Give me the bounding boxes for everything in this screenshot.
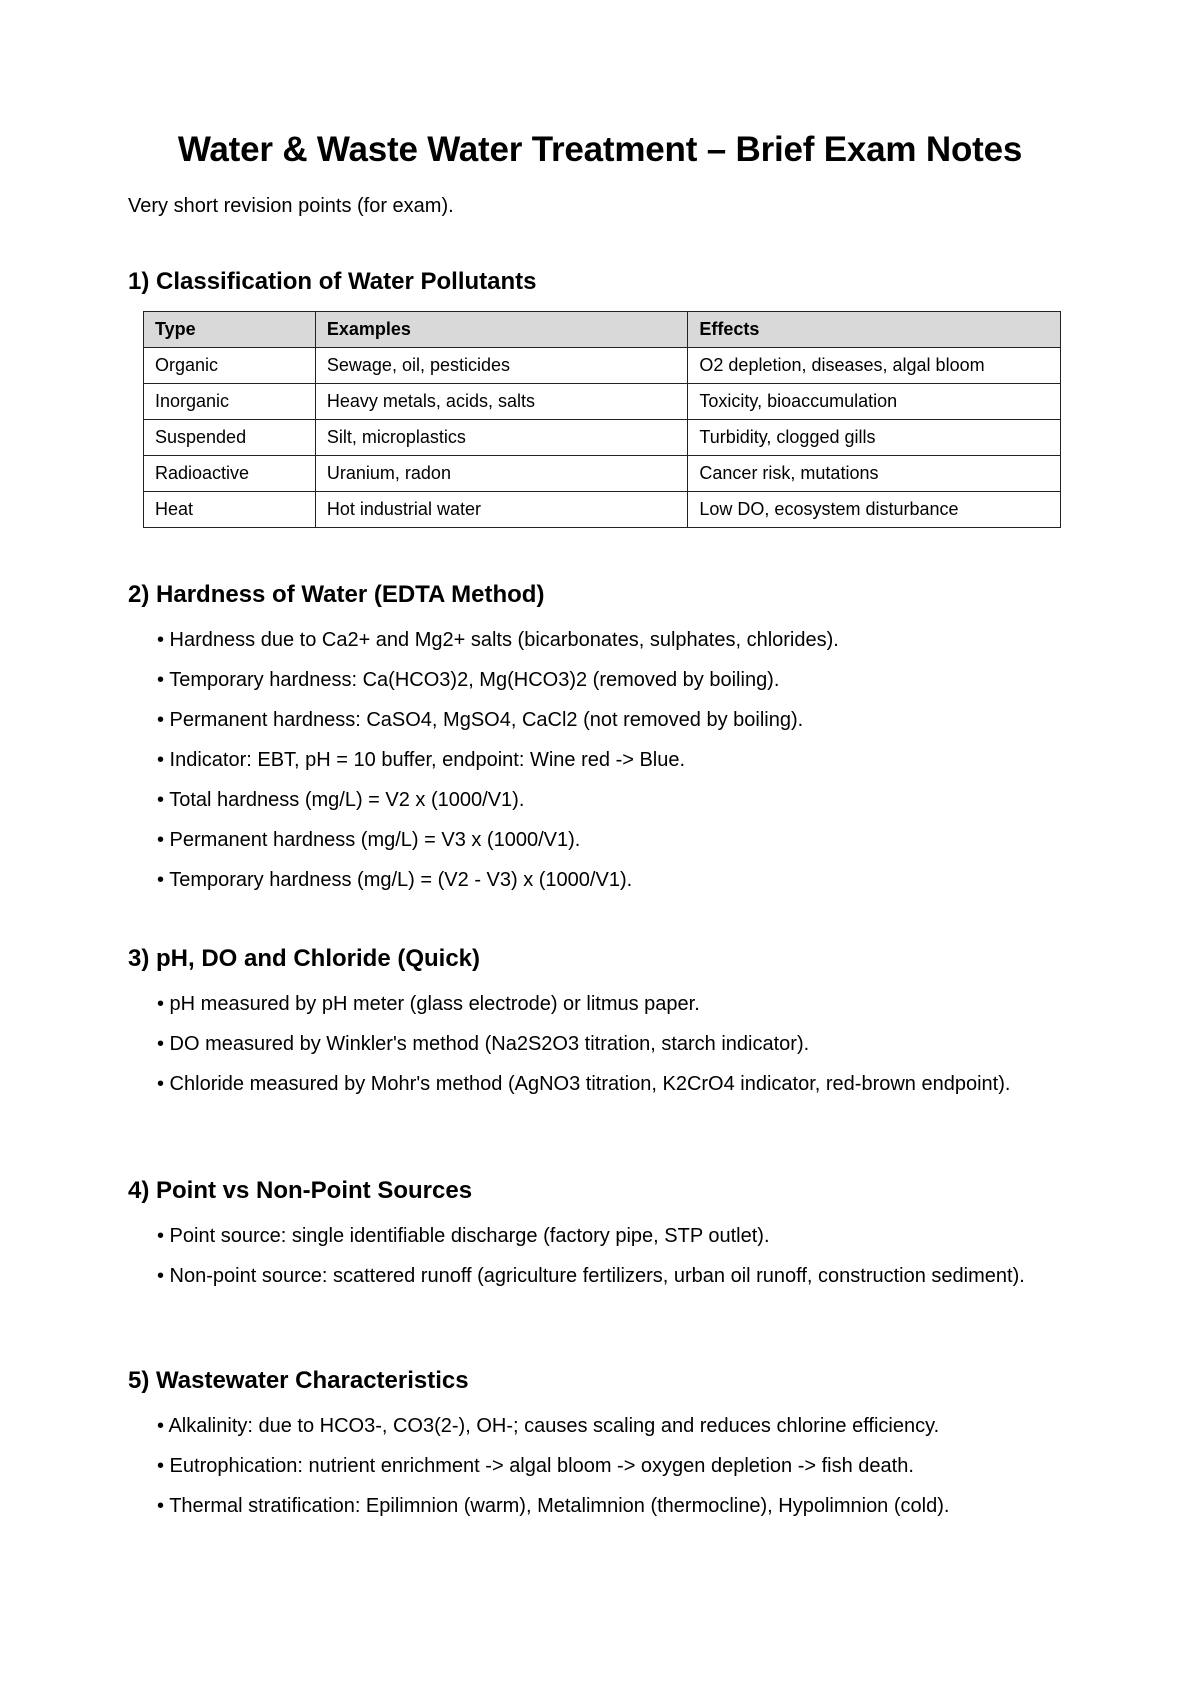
list-item: • DO measured by Winkler's method (Na2S2O3 titration, starch indicator). xyxy=(157,1033,810,1055)
table-cell: Organic xyxy=(144,348,316,384)
list-item: • Eutrophication: nutrient enrichment -> algal bloom -> oxygen depletion -> fish death. xyxy=(157,1455,914,1477)
list-item: • Temporary hardness (mg/L) = (V2 - V3) x (1000/V1). xyxy=(157,869,633,891)
section-heading-pollutants: 1) Classification of Water Pollutants xyxy=(128,268,537,295)
table-cell: Cancer risk, mutations xyxy=(688,456,1061,492)
list-item: • Non-point source: scattered runoff (agriculture fertilizers, urban oil runoff, construction sediment). xyxy=(157,1265,1025,1287)
table-header-cell: Examples xyxy=(315,312,688,348)
table-cell: O2 depletion, diseases, algal bloom xyxy=(688,348,1061,384)
table-header-cell: Effects xyxy=(688,312,1061,348)
list-item: • Thermal stratification: Epilimnion (warm), Metalimnion (thermocline), Hypolimnion (cold). xyxy=(157,1495,950,1517)
table-row xyxy=(144,348,1061,384)
list-item: • Point source: single identifiable discharge (factory pipe, STP outlet). xyxy=(157,1225,770,1247)
table-cell: Heavy metals, acids, salts xyxy=(315,384,688,420)
table-cell: Suspended xyxy=(144,420,316,456)
list-item: • Temporary hardness: Ca(HCO3)2, Mg(HCO3)2 (removed by boiling). xyxy=(157,669,780,691)
list-item: • Permanent hardness (mg/L) = V3 x (1000/V1). xyxy=(157,829,581,851)
table-cell: Turbidity, clogged gills xyxy=(688,420,1061,456)
page-title: Water & Waste Water Treatment – Brief Exam Notes xyxy=(177,130,1023,169)
table-cell: Sewage, oil, pesticides xyxy=(315,348,688,384)
table-cell: Hot industrial water xyxy=(315,492,688,528)
table-cell: Radioactive xyxy=(144,456,316,492)
pollutants-table xyxy=(143,311,1061,528)
table-cell: Uranium, radon xyxy=(315,456,688,492)
section-heading-hardness: 2) Hardness of Water (EDTA Method) xyxy=(128,581,545,608)
table-cell: Inorganic xyxy=(144,384,316,420)
list-item: • pH measured by pH meter (glass electrode) or litmus paper. xyxy=(157,993,700,1015)
section-heading-wastewater: 5) Wastewater Characteristics xyxy=(128,1367,469,1394)
table-cell: Heat xyxy=(144,492,316,528)
page-subtitle: Very short revision points (for exam). xyxy=(128,195,454,217)
list-item: • Chloride measured by Mohr's method (AgNO3 titration, K2CrO4 indicator, red-brown endpoint). xyxy=(157,1073,1011,1095)
table-cell: Low DO, ecosystem disturbance xyxy=(688,492,1061,528)
list-item: • Total hardness (mg/L) = V2 x (1000/V1). xyxy=(157,789,525,811)
table-header-row xyxy=(144,312,1061,348)
section-heading-sources: 4) Point vs Non-Point Sources xyxy=(128,1177,473,1204)
section-heading-ph-do-chloride: 3) pH, DO and Chloride (Quick) xyxy=(128,945,481,972)
table-row xyxy=(144,492,1061,528)
list-item: • Indicator: EBT, pH = 10 buffer, endpoint: Wine red -> Blue. xyxy=(157,749,686,771)
list-item: • Hardness due to Ca2+ and Mg2+ salts (bicarbonates, sulphates, chlorides). xyxy=(157,629,839,651)
table-header-cell: Type xyxy=(144,312,316,348)
table-row xyxy=(144,456,1061,492)
table-row xyxy=(144,420,1061,456)
list-item: • Alkalinity: due to HCO3-, CO3(2-), OH-; causes scaling and reduces chlorine efficiency. xyxy=(157,1415,940,1437)
table-cell: Toxicity, bioaccumulation xyxy=(688,384,1061,420)
table-row xyxy=(144,384,1061,420)
list-item: • Permanent hardness: CaSO4, MgSO4, CaCl2 (not removed by boiling). xyxy=(157,709,804,731)
table-cell: Silt, microplastics xyxy=(315,420,688,456)
